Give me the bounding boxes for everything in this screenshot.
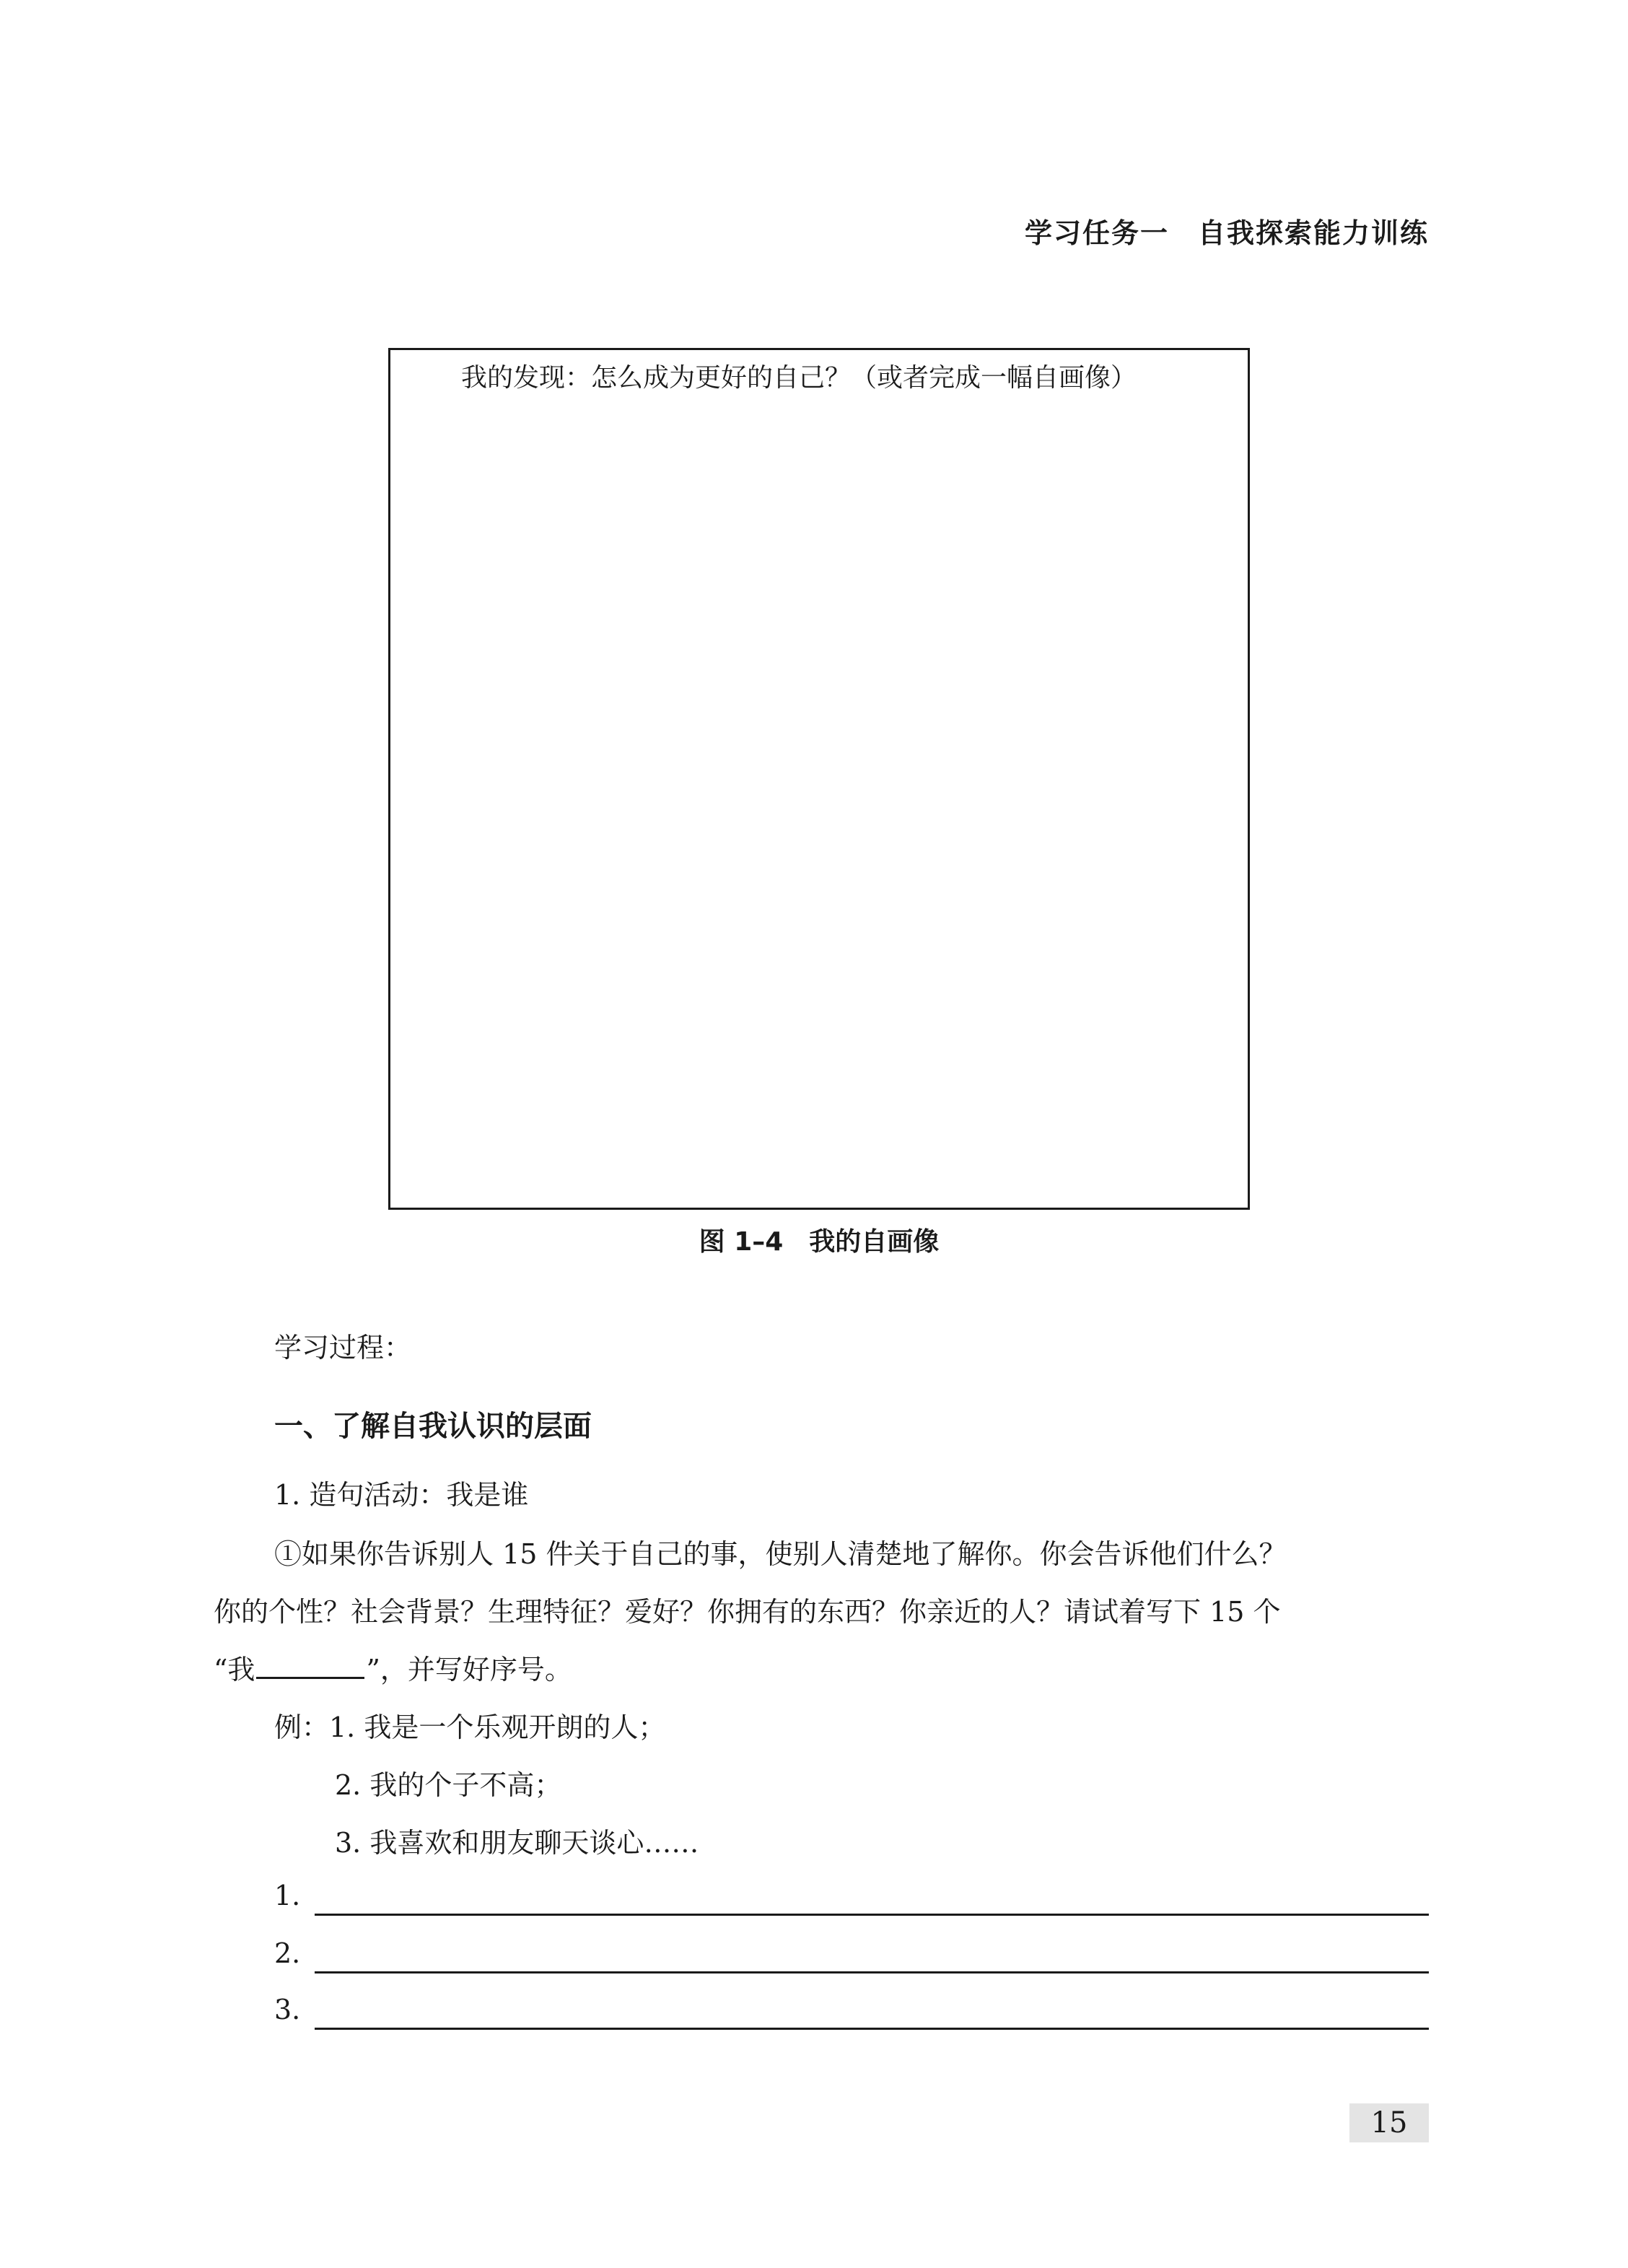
answer-line-2[interactable] <box>274 1937 1429 1973</box>
process-label: 学习过程： <box>274 1332 412 1364</box>
answer-rule <box>315 1914 1429 1916</box>
figure-prompt: 我的发现：怎么成为更好的自己？（或者完成一幅自画像） <box>461 363 1137 393</box>
instruction-line-1: ①如果你告诉别人 15 件关于自己的事，使别人清楚地了解你。你会告诉他们什么？ <box>274 1538 1287 1570</box>
answer-rule <box>315 1971 1429 1973</box>
figure-caption: 图 1–4 我的自画像 <box>699 1227 940 1257</box>
section-heading: 一、了解自我认识的层面 <box>274 1410 592 1443</box>
fill-in-blank[interactable] <box>256 1652 364 1679</box>
answer-rule <box>315 2028 1429 2030</box>
self-portrait-drawing-area[interactable] <box>388 348 1250 1210</box>
instruction-line-2: 你的个性？社会背景？生理特征？爱好？你拥有的东西？你亲近的人？请试着写下 15 个 <box>214 1596 1281 1628</box>
instruction-line-3 <box>214 1652 572 1688</box>
answer-number: 2. <box>274 1937 301 1969</box>
example-1: 例：1. 我是一个乐观开朗的人； <box>274 1711 666 1743</box>
activity-title: 1. 造句活动：我是谁 <box>274 1479 529 1511</box>
instruction-line-3-end: ”，并写好序号。 <box>366 1654 572 1685</box>
page-number: 15 <box>1349 2103 1429 2142</box>
running-header: 学习任务一 自我探索能力训练 <box>1024 217 1429 249</box>
answer-line-3[interactable] <box>274 1994 1429 2030</box>
example-3: 3. 我喜欢和朋友聊天谈心…… <box>335 1827 699 1859</box>
answer-number: 3. <box>274 1994 301 2025</box>
answer-number: 1. <box>274 1880 301 1911</box>
example-2: 2. 我的个子不高； <box>335 1769 562 1801</box>
answer-line-1[interactable] <box>274 1880 1429 1916</box>
instruction-line-3-start: “我 <box>214 1654 255 1685</box>
